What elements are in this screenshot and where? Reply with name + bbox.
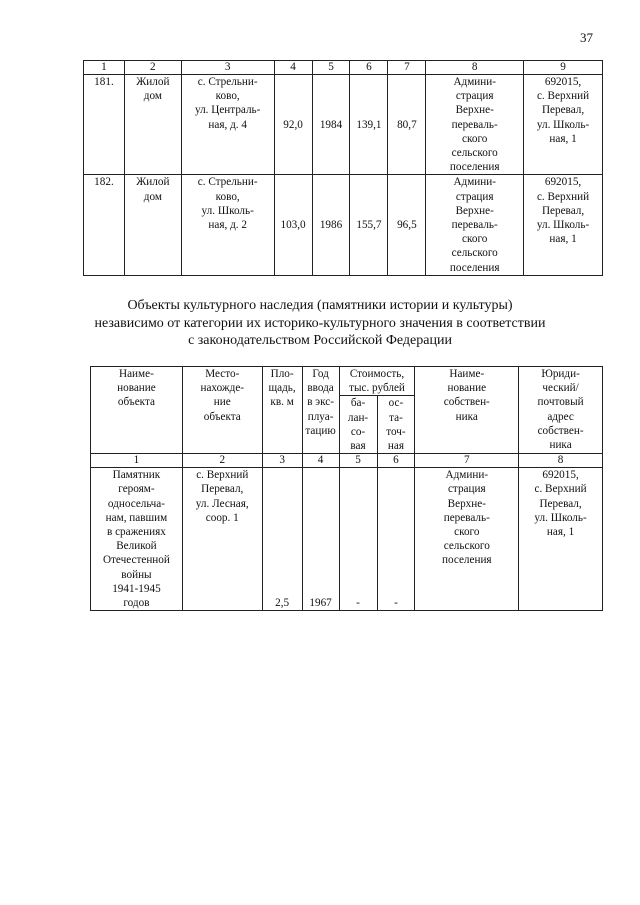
residual-cost: 96,5 <box>388 175 426 275</box>
balance-cost: - <box>339 468 377 611</box>
header-cost-residual: ос- та- точ- ная <box>377 396 415 454</box>
header-cost-balance: ба- лан- со- вая <box>339 396 377 454</box>
col-num: 5 <box>312 61 350 75</box>
residual-cost: - <box>377 468 415 611</box>
column-number-row <box>84 61 603 75</box>
header-cost: Стоимость, тыс. рублей <box>339 367 415 396</box>
col-num: 5 <box>339 454 377 468</box>
page-number: 37 <box>580 30 593 45</box>
col-num: 7 <box>415 454 519 468</box>
col-num: 9 <box>524 61 603 75</box>
col-num: 4 <box>274 61 312 75</box>
object-address: с. Стрельни- ково, ул. Школь- ная, д. 2 <box>181 175 274 275</box>
owner-name: Админи- страция Верхне- переваль- ского сельского поселения <box>426 175 524 275</box>
col-num: 2 <box>182 454 262 468</box>
col-num: 6 <box>377 454 415 468</box>
table-row <box>84 175 603 275</box>
object-area: 92,0 <box>274 75 312 175</box>
commission-year: 1984 <box>312 75 350 175</box>
owner-name: Админи- страция Верхне- переваль- ского сельского поселения <box>426 75 524 175</box>
header-legal: Юриди- ческий/ почтовый адрес собствен- ника <box>519 367 603 454</box>
col-num: 2 <box>124 61 181 75</box>
object-address: с. Стрельни- ково, ул. Централь- ная, д. 4 <box>181 75 274 175</box>
table-row <box>84 75 603 175</box>
column-number-row <box>91 454 603 468</box>
header-row <box>91 367 603 396</box>
owner-name: Админи- страция Верхне- переваль- ского сельского поселения <box>415 468 519 611</box>
col-num: 1 <box>91 454 183 468</box>
commission-year: 1986 <box>312 175 350 275</box>
col-num: 4 <box>302 454 339 468</box>
row-number: 182. <box>84 175 125 275</box>
col-num: 7 <box>388 61 426 75</box>
residual-cost: 80,7 <box>388 75 426 175</box>
object-type: Жилой дом <box>124 75 181 175</box>
legal-address: 692015, с. Верхний Перевал, ул. Школь- ная, 1 <box>524 75 603 175</box>
header-area: Пло- щадь, кв. м <box>262 367 302 454</box>
heritage-table <box>90 366 603 611</box>
housing-table <box>83 60 603 276</box>
col-num: 3 <box>181 61 274 75</box>
balance-cost: 155,7 <box>350 175 388 275</box>
object-area: 2,5 <box>262 468 302 611</box>
section-heading: Объекты культурного наследия (памятники истории и культуры) независимо от категории их историко-культурного значения в соответствии с законодательством Российской Федерации <box>94 298 546 348</box>
header-location: Место- нахожде- ние объекта <box>182 367 262 454</box>
col-num: 8 <box>519 454 603 468</box>
commission-year: 1967 <box>302 468 339 611</box>
object-type: Жилой дом <box>124 175 181 275</box>
header-year: Год ввода в экс- плуа- тацию <box>302 367 339 454</box>
col-num: 3 <box>262 454 302 468</box>
legal-address: 692015, с. Верхний Перевал, ул. Школь- ная, 1 <box>519 468 603 611</box>
balance-cost: 139,1 <box>350 75 388 175</box>
object-area: 103,0 <box>274 175 312 275</box>
col-num: 1 <box>84 61 125 75</box>
col-num: 8 <box>426 61 524 75</box>
header-name: Наиме- нование объекта <box>91 367 183 454</box>
object-location: с. Верхний Перевал, ул. Лесная, соор. 1 <box>182 468 262 611</box>
legal-address: 692015, с. Верхний Перевал, ул. Школь- ная, 1 <box>524 175 603 275</box>
row-number: 181. <box>84 75 125 175</box>
table-row <box>91 468 603 611</box>
header-owner: Наиме- нование собствен- ника <box>415 367 519 454</box>
col-num: 6 <box>350 61 388 75</box>
object-name: Памятник героям- односельча- нам, павшим в сражениях Великой Отечестенной войны 1941-1945 годов <box>91 468 183 611</box>
